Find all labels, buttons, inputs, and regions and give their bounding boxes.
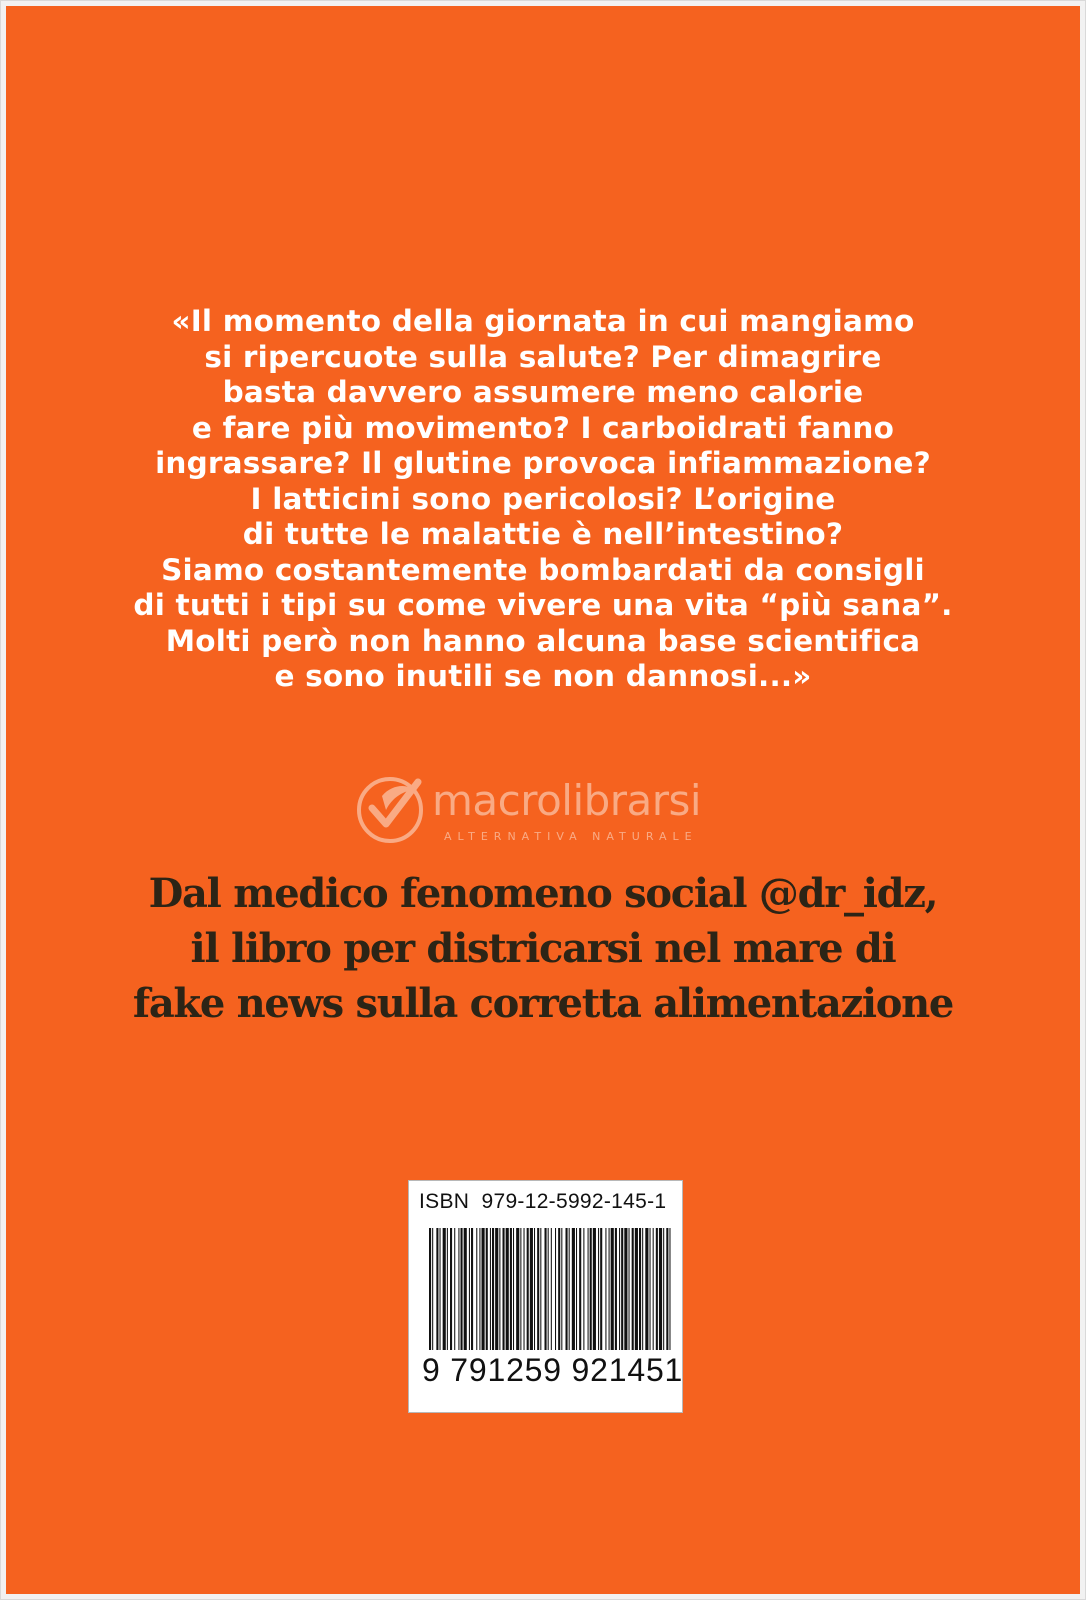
blurb-line: Molti però non hanno alcuna base scientifica [165, 623, 921, 658]
blurb-line: basta davvero assumere meno calorie [222, 375, 864, 409]
tagline-line: fake news sulla corretta alimentazione [132, 980, 954, 1027]
blurb-line: Siamo costantemente bombardati da consigli [161, 552, 925, 587]
isbn-barcode-box [408, 1180, 683, 1413]
tagline-text [6, 866, 1080, 1031]
macrolibrarsi-watermark [352, 770, 752, 850]
blurb-line: I latticini sono pericolosi? L’origine [250, 481, 836, 516]
blurb-line: di tutti i tipi su come vivere una vita “più sana”. [133, 588, 953, 622]
barcode-icon [429, 1228, 673, 1350]
watermark-tagline: ALTERNATIVA NATURALE [444, 830, 698, 843]
blurb-line: ingrassare? Il glutine provoca infiammazione? [155, 446, 931, 480]
blurb-line: si ripercuote sulla salute? Per dimagrire [204, 339, 882, 374]
blurb-line: «Il momento della giornata in cui mangiamo [171, 304, 915, 338]
leaf-check-logo-icon [352, 770, 432, 850]
tagline-line: il libro per districarsi nel mare di [190, 925, 896, 972]
book-back-cover [6, 6, 1080, 1594]
blurb-line: e fare più movimento? I carboidrati fanno [191, 410, 895, 445]
blurb-line: di tutte le malattie è nell’intestino? [242, 517, 844, 551]
blurb-text [6, 304, 1080, 695]
blurb-line: e sono inutili se non dannosi...» [274, 659, 812, 693]
watermark-name: macrolibrarsi [432, 776, 702, 825]
isbn-label: ISBN 979-12-5992-145-1 [419, 1190, 667, 1213]
tagline-line: Dal medico fenomeno social @dr_idz, [148, 870, 938, 917]
barcode-digits: 9 791259 921451 [422, 1352, 684, 1388]
